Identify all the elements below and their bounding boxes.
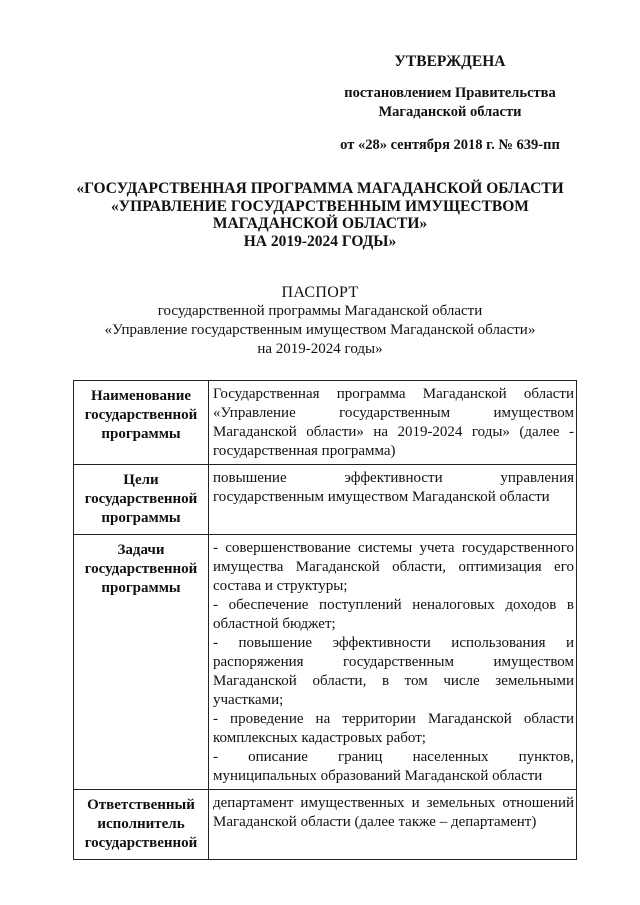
row-label-line: Наименование bbox=[91, 388, 191, 404]
passport-subtitle-line-2: «Управление государственным имуществом Магаданской области» bbox=[104, 322, 536, 338]
row-label-line: Ответственный bbox=[87, 797, 195, 813]
table-row bbox=[74, 535, 577, 790]
table-row bbox=[74, 790, 577, 860]
passport-table bbox=[73, 380, 577, 860]
row-value-line: государственным имуществом Магаданской области bbox=[213, 489, 550, 505]
row-value-line: имущества Магаданской области, оптимизация его bbox=[213, 559, 574, 575]
row-value-line: Магаданской области, в том числе земельными bbox=[213, 673, 574, 689]
row-label-line: государственной bbox=[84, 407, 198, 423]
row-value-line: областной бюджет; bbox=[213, 616, 336, 632]
row-value-line: Магаданской области» на 2019-2024 годы» (далее - bbox=[213, 424, 574, 440]
passport-table-body bbox=[74, 381, 577, 860]
row-value-line: состава и структуры; bbox=[213, 578, 348, 594]
row-value-line: - проведение на территории Магаданской области bbox=[213, 711, 574, 727]
row-label-line: Задачи bbox=[117, 542, 165, 558]
row-label-line: программы bbox=[101, 580, 181, 596]
approval-line-2: Магаданской области bbox=[378, 104, 522, 120]
row-label-line: исполнитель bbox=[97, 816, 185, 832]
row-value-cell bbox=[209, 381, 577, 465]
row-label-line: программы bbox=[101, 426, 181, 442]
passport-subtitle-line-1: государственной программы Магаданской области bbox=[157, 303, 483, 319]
row-value-line: «Управление государственным имуществом bbox=[213, 405, 574, 421]
row-value-line: Магаданской области (далее также – департамент) bbox=[213, 814, 537, 830]
row-label-line: программы bbox=[101, 510, 181, 526]
row-value-line: департамент имущественных и земельных отношений bbox=[213, 795, 574, 811]
table-row bbox=[74, 465, 577, 535]
row-value-cell bbox=[209, 790, 577, 860]
row-label-cell bbox=[74, 381, 209, 465]
program-title-line-4: НА 2019-2024 ГОДЫ» bbox=[243, 232, 397, 250]
row-value-line: - повышение эффективности использования и bbox=[213, 635, 574, 651]
approval-date: от «28» сентября 2018 г. № 639-пп bbox=[340, 137, 560, 153]
passport-subtitle-line-3: на 2019-2024 годы» bbox=[257, 341, 383, 357]
row-label-line: государственной bbox=[84, 835, 198, 851]
row-value-line: государственная программа) bbox=[213, 443, 396, 459]
passport-title: ПАСПОРТ bbox=[281, 284, 359, 301]
table-row bbox=[74, 381, 577, 465]
row-label-line: государственной bbox=[84, 561, 198, 577]
row-value-cell bbox=[209, 535, 577, 790]
approval-title: УТВЕРЖДЕНА bbox=[394, 53, 506, 70]
row-label-cell bbox=[74, 790, 209, 860]
row-value-line: повышение эффективности управления bbox=[213, 470, 574, 486]
row-label-line: Цели bbox=[123, 472, 159, 488]
row-value-line: распоряжения государственным имуществом bbox=[213, 654, 574, 670]
row-value-line: - совершенствование системы учета государственного bbox=[213, 540, 574, 556]
row-label-cell bbox=[74, 465, 209, 535]
row-value-line: участками; bbox=[213, 692, 284, 708]
row-value-line: - описание границ населенных пунктов, bbox=[213, 749, 574, 765]
row-label-line: государственной bbox=[84, 491, 198, 507]
program-title-line-3: МАГАДАНСКОЙ ОБЛАСТИ» bbox=[212, 215, 428, 232]
program-title-line-2: «УПРАВЛЕНИЕ ГОСУДАРСТВЕННЫМ ИМУЩЕСТВОМ bbox=[111, 197, 529, 215]
program-title-line-1: «ГОСУДАРСТВЕННАЯ ПРОГРАММА МАГАДАНСКОЙ ОБЛАСТИ bbox=[76, 180, 564, 197]
row-label-cell bbox=[74, 535, 209, 790]
row-value-line: муниципальных образований Магаданской области bbox=[213, 768, 543, 784]
row-value-line: комплексных кадастровых работ; bbox=[213, 730, 426, 746]
row-value-cell bbox=[209, 465, 577, 535]
approval-line-1: постановлением Правительства bbox=[344, 85, 556, 101]
row-value-line: Государственная программа Магаданской области bbox=[213, 386, 574, 402]
row-value-line: - обеспечение поступлений неналоговых доходов в bbox=[213, 597, 574, 613]
